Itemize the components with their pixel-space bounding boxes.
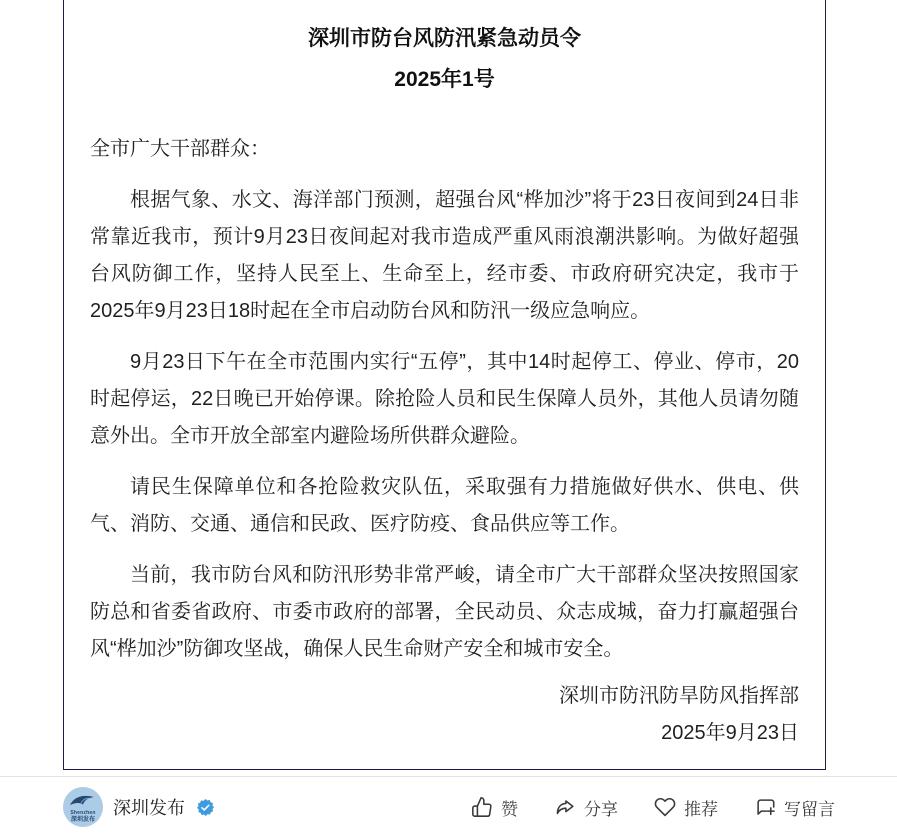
heart-icon: [654, 796, 676, 818]
doc-paragraph: 9月23日下午在全市范围内实行“五停”，其中14时起停工、停业、停市，20时起停运，22日晚已开始停课。除抢险人员和民生保障人员外，其他人员请勿随意外出。全市开放全部室内避险场所供群众避险。: [90, 350, 799, 447]
share-icon: [554, 796, 576, 818]
avatar-text-en: Shenzhen: [70, 810, 96, 816]
footer-bar: [63, 783, 835, 831]
doc-paragraph: 根据气象、水文、海洋部门预测，超强台风“桦加沙”将于23日夜间到24日非常靠近我市，预计9月23日夜间起对我市造成严重风雨浪潮洪影响。为做好超强台风防御工作，坚持人民至上、生命至上，经市委、市政府研究决定，我市于2025年9月23日18时起在全市启动防台风和防汛一级应急响应。: [90, 188, 799, 322]
doc-salutation: 全市广大干部群众：: [90, 137, 270, 160]
share-label: 分享: [584, 799, 618, 819]
comment-plus-icon: [754, 796, 776, 818]
signature-block: [90, 678, 799, 752]
doc-subtitle: 2025年1号: [394, 68, 495, 92]
signature-name: 深圳市防汛防旱防风指挥部: [559, 684, 799, 707]
signature-date: 2025年9月23日: [661, 721, 799, 744]
footer-separator: [0, 776, 897, 777]
like-button[interactable]: [471, 795, 518, 820]
document-card: [63, 0, 826, 770]
recommend-label: 推荐: [684, 799, 718, 819]
thumbs-up-icon: [471, 796, 493, 818]
recommend-button[interactable]: [654, 795, 718, 820]
like-label: 赞: [501, 799, 518, 819]
account-info[interactable]: [63, 787, 214, 827]
doc-title: 深圳市防台风防汛紧急动员令: [308, 27, 581, 50]
account-name[interactable]: 深圳发布: [113, 798, 185, 818]
action-bar: [471, 795, 835, 820]
verified-badge-icon: [197, 799, 214, 816]
comment-label: 写留言: [784, 799, 835, 819]
account-avatar[interactable]: [63, 787, 103, 827]
doc-paragraph: 当前，我市防台风和防汛形势非常严峻，请全市广大干部群众坚决按照国家防总和省委省政府、市委市政府的部署，全民动员、众志成城，奋力打赢超强台风“桦加沙”防御攻坚战，确保人民生命财产安全和城市安全。: [90, 563, 799, 660]
share-button[interactable]: [554, 795, 618, 820]
doc-paragraph: 请民生保障单位和各抢险救灾队伍，采取强有力措施做好供水、供电、供气、消防、交通、通信和民政、医疗防疫、食品供应等工作。: [90, 475, 799, 535]
avatar-bird-icon: [65, 789, 101, 811]
comment-button[interactable]: [754, 795, 835, 820]
avatar-text-cn: 深圳发布: [70, 817, 95, 823]
